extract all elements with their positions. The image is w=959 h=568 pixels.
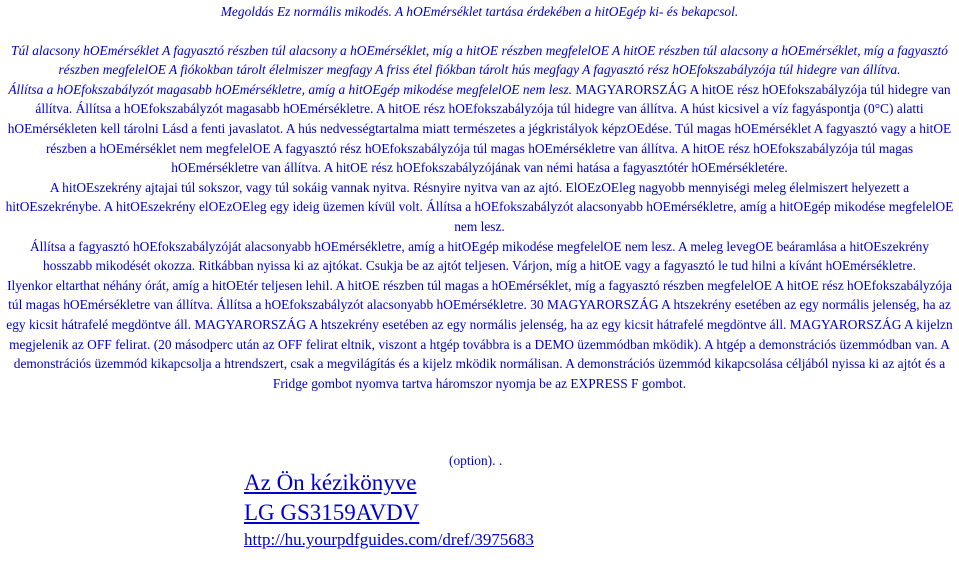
paragraph-normal-text: A hitOEszekrény ajtajai túl sokszor, vagy túl sokáig vannak nyitva. Résnyire nyitva van az ajtó. ElOEzOEleg nagyobb mennyiségi meleg élelmiszert helyezett a hitOEszekrénybe. A hitOEszekrény elOEzOEleg egy ideig üzemen kívül volt. Állítsa a hOEfokszabályzót alacsonyabb hOEmérsékletre, amíg a hitOEgép mikodése megfelelOE nem lesz. — [5, 179, 954, 234]
manual-model-link[interactable]: LG GS3159AVDV — [244, 500, 420, 525]
option-note: (option). . — [449, 453, 503, 468]
solution-line: Megoldás Ez normális mikodés. A hOEmérséklet tartása érdekében a hitOEgép ki- és bekapcsol. — [220, 4, 739, 19]
paragraph-normal-text: Ilyenkor eltarthat néhány órát, amíg a hitOEtér teljesen lehil. A hitOE részben túl magas a hOEmérséklet, míg a fagyasztó részben megfelelOE A hitOE rész hOEfokszabályzója túl magas hOEmérsékletre van állítva. Állítsa a hOEfokszabályzót alacsonyabb hOEmérsékletre. 30 MAGYARORSZÁG A htszekrény esetében az egy normális jelenség, ha az egy kicsit hátrafelé megdöntve áll. MAGYARORSZÁG A htszekrény esetében az egy normális jelenség, ha az egy kicsit hátrafelé megdöntve áll. MAGYARORSZÁG A kijelzn megjelenik az OFF felirat. (20 másodperc után az OFF felirat eltnik, viszont a htgép továbbra is a DEMO üzemmódban mködik). A htgép a demonstrációs üzemmódban van. A demonstrációs üzemmód kikapcsolja a htrendszert, csak a megvilágítás és a kijelz mködik normálisan. A demonstrációs üzemmód kikapcsolása céljából nyissa ki az ajtót és a Fridge gombot nyomva tartva háromszor nyomja be az EXPRESS F gombot. — [6, 277, 953, 391]
manual-title-link[interactable]: Az Ön kézikönyve — [244, 470, 417, 495]
paragraph-thermostat-settings — [4, 80, 955, 178]
manual-url-link[interactable]: http://hu.yourpdfguides.com/dref/3975683 — [244, 530, 534, 549]
paragraph-italic-text: Állítsa a hOEfokszabályzót magasabb hOEmérsékletre, amíg a hitOEgép mikodése megfelelOE nem lesz. — [8, 81, 573, 97]
paragraph-freezer-thermostat — [4, 237, 955, 276]
paragraph-normal-text: Állítsa a fagyasztó hOEfokszabályzóját alacsonyabb hOEmérsékletre, amíg a hitOEgép mikodése megfelelOE nem lesz. A meleg levegOE beáramlása a hitOEszekrény hosszabb mikodését okozza. Ritkábban nyissa ki az ajtókat. Csukja be az ajtót teljesen. Várjon, míg a hitOE vagy a fagyasztó le tud hilni a kívánt hOEmérsékletre. — [29, 238, 930, 274]
paragraph-temperature-too-low — [4, 41, 955, 80]
document-body — [4, 0, 955, 393]
paragraph-italic-text: Túl alacsony hOEmérséklet A fagyasztó részben túl alacsony a hOEmérséklet, míg a hitOE részben megfelelOE A hitOE részben túl alacsony a hOEmérséklet, míg a fagyasztó részben megfelelOE A fiókokban tárolt élelmiszer megfagy A friss étel fiókban tárolt hús megfagy A fagyasztó rész hOEfokszabályzója túl hidegre van állítva. — [11, 42, 948, 78]
paragraph-demo-mode — [4, 276, 955, 394]
manual-link-block — [244, 468, 534, 551]
paragraph-door-open — [4, 178, 955, 237]
paragraph-normal-text: MAGYARORSZÁG A hitOE rész hOEfokszabályzója túl hidegre van állítva. Állítsa a hOEfokszabályzót magasabb hOEmérsékletre. A hitOE rész hOEfokszabályzója túl hidegre van állítva. A húst kicsivel a víz fagyáspontja (0°C) alatti hOEmérsékleten kell tárolni Lásd a fenti javaslatot. A hús nedvességtartalma miatt természetes a jégkristályok képzOEdése. Túl magas hOEmérséklet A fagyasztó vagy a hitOE részben a hOEmérséklet nem megfelelOE A fagyasztó rész hOEfokszabályzója túl magas hOEmérsékletre van állítva. A hitOE rész hOEfokszabályzója túl magas hOEmérsékletre van állítva. A hitOE rész hOEfokszabályzójának van némi hatása a fagyasztótér hOEmérsékletére. — [7, 81, 952, 176]
